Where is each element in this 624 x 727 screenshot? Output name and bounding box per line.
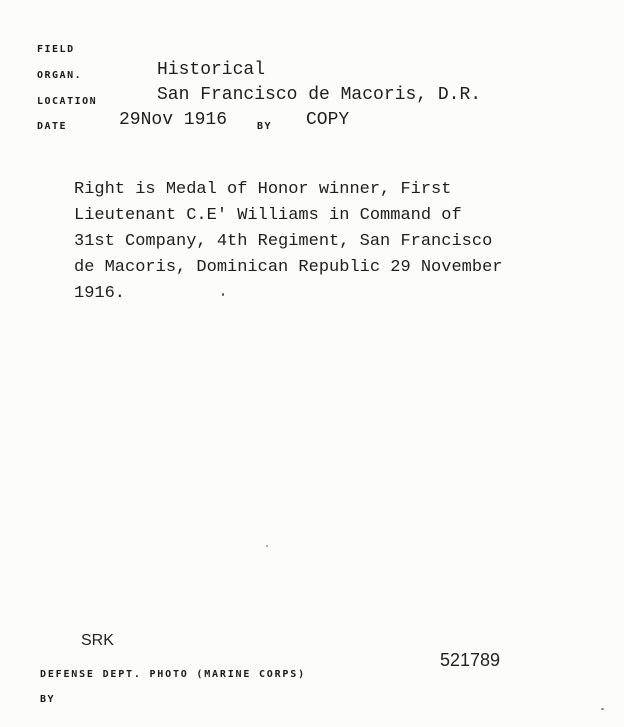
location-value: San Francisco de Macoris, D.R. [157,85,482,105]
field-label: FIELD [37,44,75,55]
date-label: DATE [37,121,68,132]
by-label: BY [257,121,273,132]
caption-line: de Macoris, Dominican Republic 29 November [74,258,503,277]
caption-line: 31st Company, 4th Regiment, San Francisco [74,232,493,251]
caption-line: Right is Medal of Honor winner, First [74,180,452,199]
paper-speck [266,545,268,547]
by-value: COPY [306,110,350,130]
photo-number: 521789 [440,650,501,670]
paper-speck [601,708,604,710]
paper-speck [222,293,224,296]
caption-line: Lieutenant C.E' Williams in Command of [74,206,462,225]
initials: SRK [81,632,114,649]
footer-by-label: BY [40,694,56,705]
organ-value: Historical [157,60,266,80]
location-label: LOCATION [37,96,98,107]
organ-label: ORGAN. [37,70,83,81]
caption-line: 1916. [74,284,126,303]
date-value: 29Nov 1916 [119,110,228,130]
photo-credit: DEFENSE DEPT. PHOTO (MARINE CORPS) [40,669,306,680]
